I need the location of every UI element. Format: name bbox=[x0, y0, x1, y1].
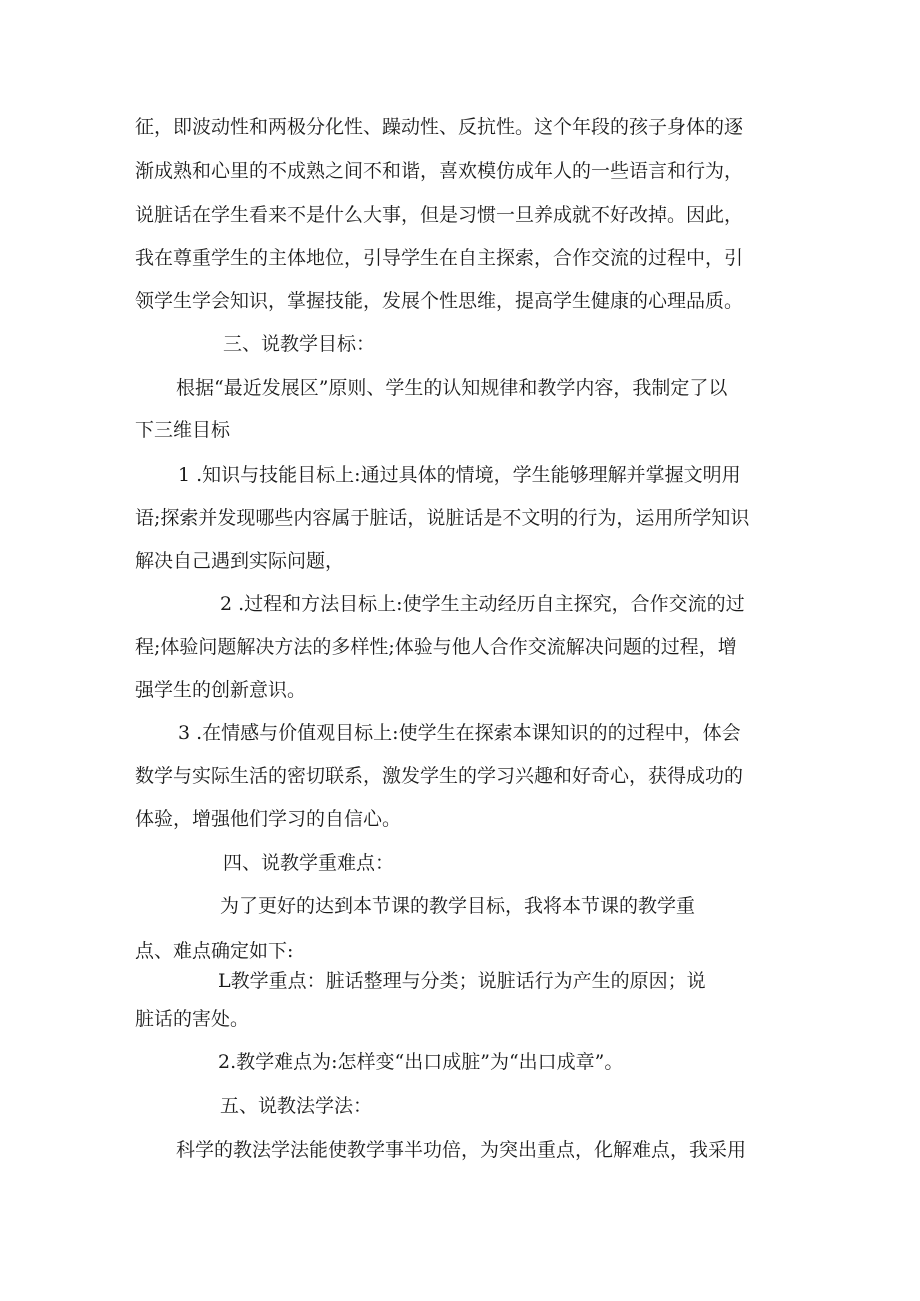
paragraph-line: 科学的教法学法能使教学事半功倍，为突出重点，化解难点，我采用 bbox=[176, 1139, 747, 1161]
paragraph-line bbox=[135, 118, 787, 137]
goal-item-1: 1 .知识与技能目标上:通过具体的情境，学生能够理解并掌握文明用 bbox=[178, 464, 741, 486]
key-point-1: L教学重点：脏话整理与分类；说脏话行为产生的原因；说 bbox=[218, 970, 706, 992]
key-point-2: 2.教学难点为:怎样变“出口成脏”为“出口成章”。 bbox=[218, 1051, 624, 1073]
section-heading-methods: 五、说教法学法： bbox=[220, 1095, 373, 1117]
paragraph-line: 数学与实际生活的密切联系，激发学生的学习兴趣和好奇心，获得成功的 bbox=[135, 765, 744, 787]
paragraph-line: 根据“最近发展区”原则、学生的认知规律和教学内容，我制定了以 bbox=[176, 377, 728, 399]
paragraph-line: 解决自己遇到实际问题， bbox=[135, 550, 345, 572]
paragraph-line: 体验，增强他们学习的自信心。 bbox=[135, 808, 402, 830]
goal-item-3: 3 .在情感与价值观目标上:使学生在探索本课知识的的过程中，体会 bbox=[178, 722, 741, 744]
section-heading-teaching-goals: 三、说教学目标： bbox=[223, 333, 376, 355]
paragraph-line: 渐成熟和心里的不成熟之间不和谐，喜欢模仿成年人的一些语言和行为， bbox=[135, 160, 744, 182]
paragraph-line: 我在尊重学生的主体地位，引导学生在自主探索，合作交流的过程中，引 bbox=[135, 247, 744, 269]
section-heading-key-points: 四、说教学重难点： bbox=[223, 852, 395, 874]
paragraph-line: 语;探索并发现哪些内容属于脏话，说脏话是不文明的行为，运用所学知识 bbox=[135, 507, 750, 529]
paragraph-line: 领学生学会知识，掌握技能，发展个性思维，提高学生健康的心理品质。 bbox=[135, 290, 744, 312]
paragraph-line: 程;体验问题解决方法的多样性;体验与他人合作交流解决问题的过程，增 bbox=[135, 636, 737, 658]
paragraph-line: 脏话的害处。 bbox=[135, 1008, 250, 1030]
paragraph-line: 为了更好的达到本节课的教学目标，我将本节课的教学重 bbox=[220, 895, 696, 917]
text: 征，即波动性和两极分化性、躁动性、反抗性。这个年段的孩子身体的逐 bbox=[135, 116, 744, 138]
paragraph-line: 点、难点确定如下: bbox=[135, 940, 294, 962]
paragraph-line: 强学生的创新意识。 bbox=[135, 679, 307, 701]
paragraph-line: 下三维目标 bbox=[135, 419, 231, 441]
goal-item-2: 2 .过程和方法目标上:使学生主动经历自主探究，合作交流的过 bbox=[220, 593, 745, 615]
paragraph-line: 说脏话在学生看来不是什么大事，但是习惯一旦养成就不好改掉。因此， bbox=[135, 204, 744, 226]
